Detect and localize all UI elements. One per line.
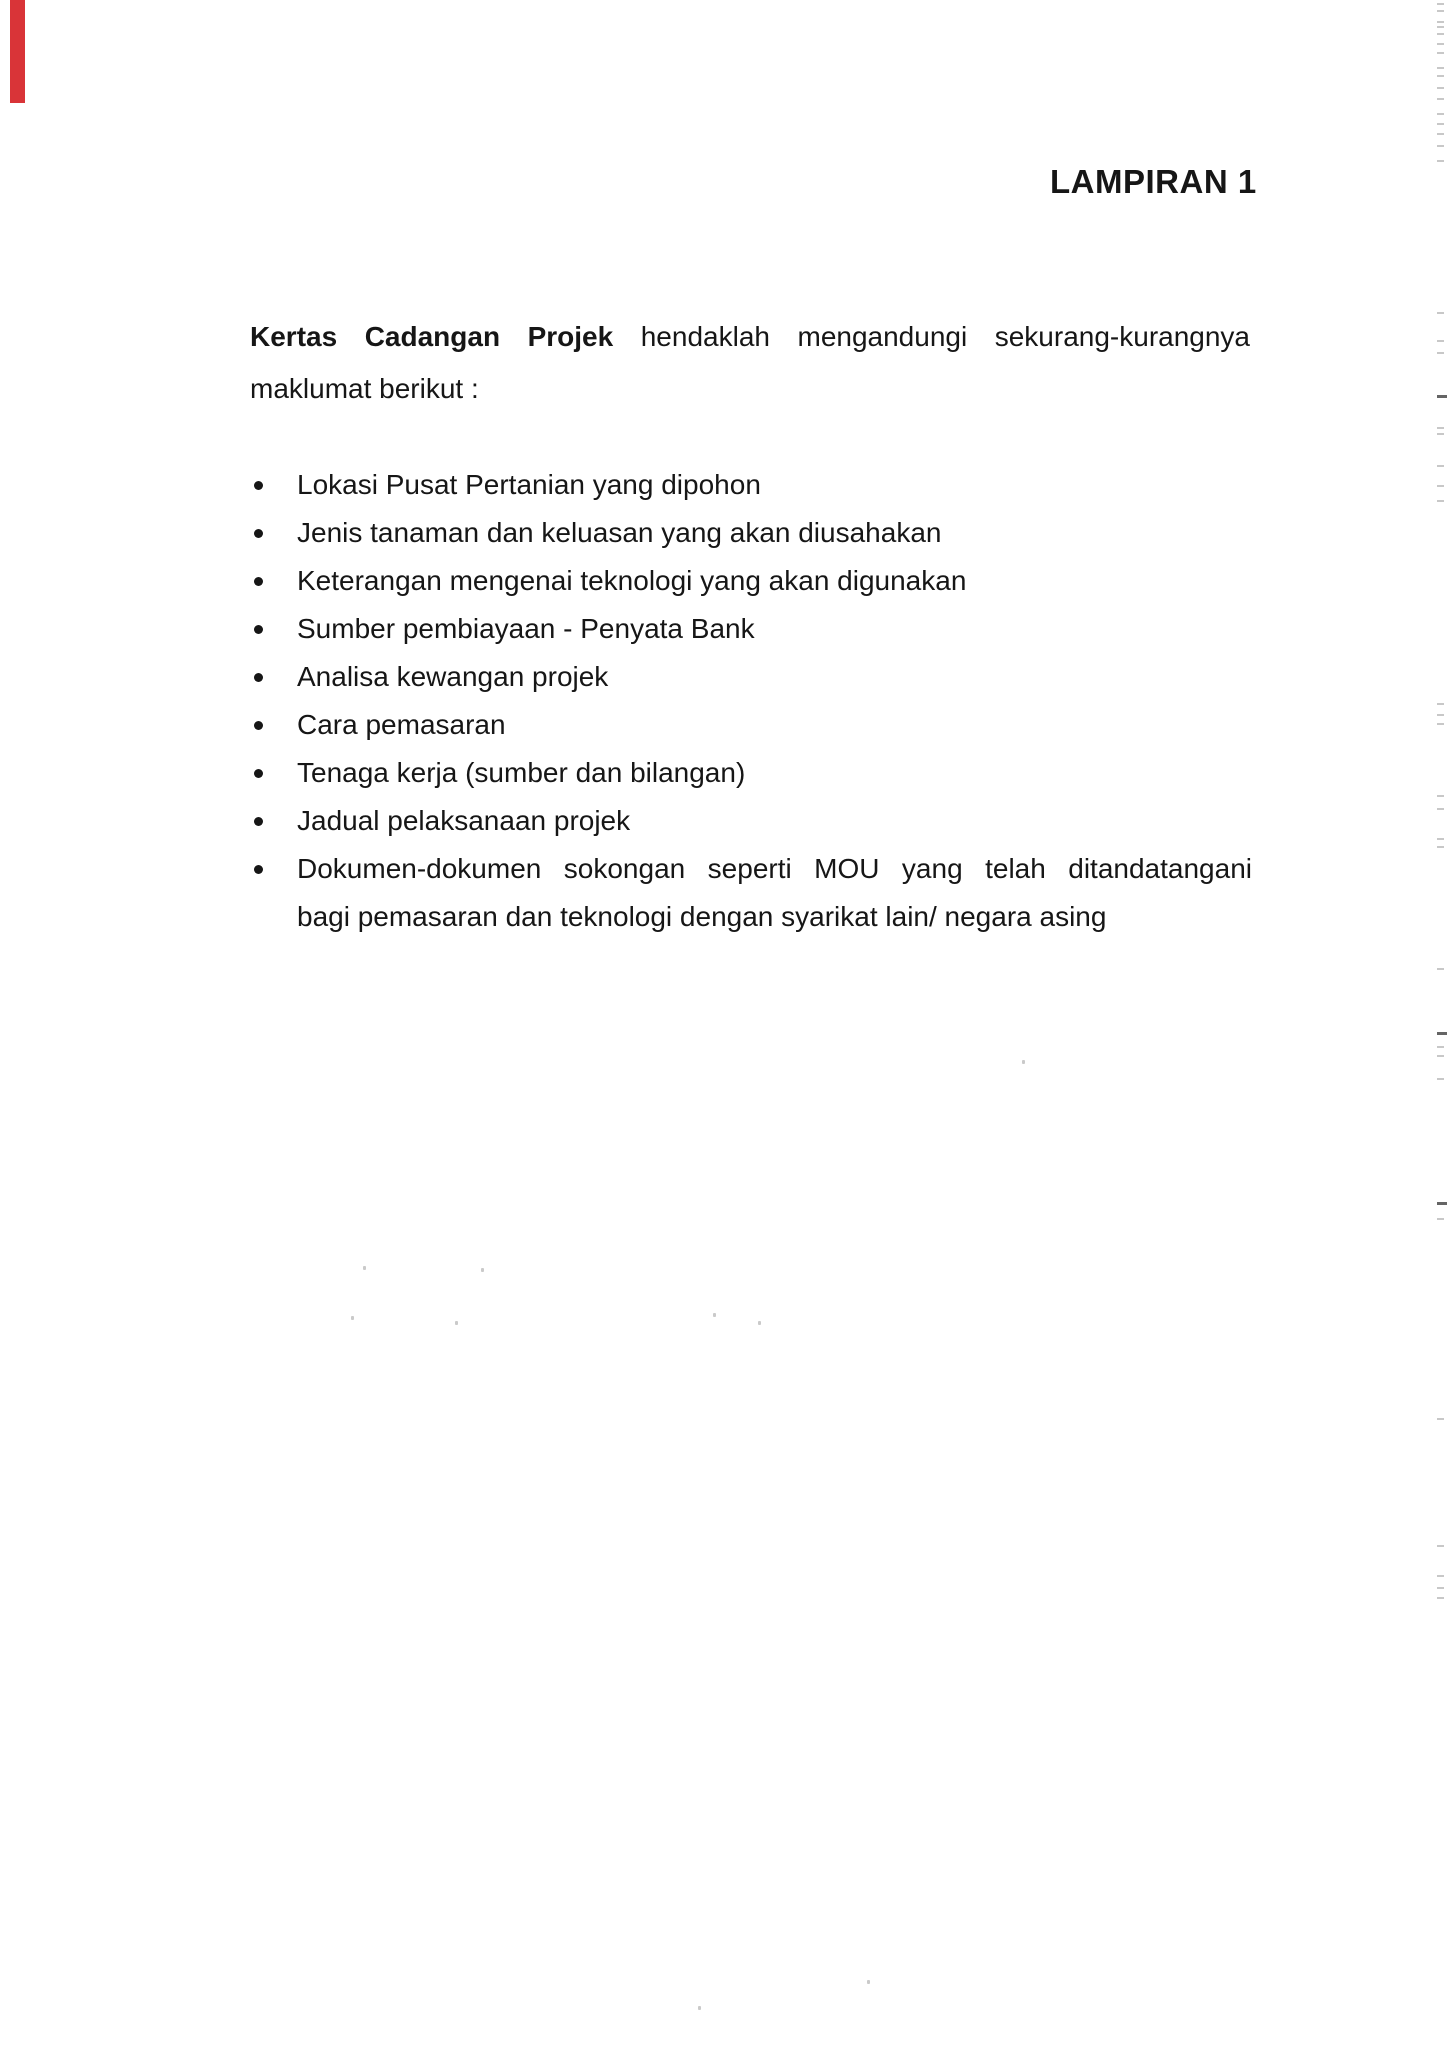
bullet-dot-icon (254, 529, 263, 538)
scan-noise-dash (1437, 133, 1444, 135)
list-item-line: Jenis tanaman dan keluasan yang akan diusahakan (297, 517, 942, 548)
appendix-label: LAMPIRAN 1 (1050, 163, 1257, 200)
scan-noise-dash (1437, 1218, 1444, 1220)
intro-line-1 (250, 311, 1250, 363)
scan-noise-speck (351, 1316, 354, 1320)
bullet-dot-icon (254, 817, 263, 826)
scan-noise-speck (1022, 1060, 1025, 1064)
scan-noise-dash (1437, 500, 1444, 502)
intro-lead-bold: Kertas Cadangan Projek (250, 321, 614, 352)
scan-noise-dash (1437, 26, 1444, 28)
scan-noise-dash (1437, 1587, 1444, 1589)
scan-noise-dash (1437, 10, 1444, 12)
bullet-dot-icon (254, 625, 263, 634)
list-item-line: Keterangan mengenai teknologi yang akan digunakan (297, 565, 967, 596)
list-item-line: bagi pemasaran dan teknologi dengan syarikat lain/ negara asing (297, 901, 1107, 932)
scan-noise-speck (758, 1321, 761, 1325)
bullet-dot-icon (254, 721, 263, 730)
list-item-line: Analisa kewangan projek (297, 661, 609, 692)
bullet-dot-icon (254, 673, 263, 682)
list-item (250, 509, 1252, 557)
bullet-dot-icon (254, 481, 263, 490)
scan-noise-dash (1437, 312, 1444, 314)
scan-noise-dash (1437, 723, 1444, 725)
bullet-dot-icon (254, 577, 263, 586)
list-item-line: Jadual pelaksanaan projek (297, 805, 631, 836)
scan-noise-speck (698, 2006, 701, 2010)
red-edge-scan-mark (10, 0, 25, 103)
list-item (250, 461, 1252, 509)
scan-noise-speck (455, 1321, 458, 1325)
intro-line1-rest: hendaklah mengandungi sekurang-kurangnya (640, 321, 1251, 352)
scan-noise-dash (1437, 123, 1444, 125)
scan-noise-dash (1437, 340, 1444, 342)
scan-noise-dash (1437, 1032, 1447, 1035)
scan-noise-dash (1437, 1202, 1447, 1205)
list-item-line: Lokasi Pusat Pertanian yang dipohon (297, 469, 761, 500)
scan-noise-dash (1437, 113, 1444, 115)
scan-noise-dash (1437, 87, 1444, 89)
intro-paragraph (250, 311, 1250, 415)
scan-noise-dash (1437, 160, 1444, 162)
bullet-dot-icon (254, 769, 263, 778)
list-item-line: Sumber pembiayaan - Penyata Bank (297, 613, 755, 644)
requirements-list (250, 461, 1252, 941)
scan-noise-dash (1437, 52, 1444, 54)
scan-noise-dash (1437, 1055, 1444, 1057)
scan-noise-dash (1437, 98, 1444, 100)
scan-noise-dash (1437, 465, 1444, 467)
scan-noise-speck (363, 1266, 366, 1270)
scan-noise-dash (1437, 427, 1444, 429)
scan-noise-dash (1437, 33, 1444, 35)
scan-noise-dash (1437, 433, 1444, 435)
scan-noise-dash (1437, 1078, 1444, 1080)
scan-noise-dash (1437, 43, 1444, 45)
list-item (250, 797, 1252, 845)
scan-noise-dash (1437, 838, 1444, 840)
scan-noise-dash (1437, 75, 1444, 77)
list-item-line: Tenaga kerja (sumber dan bilangan) (297, 757, 746, 788)
scan-noise-dash (1437, 846, 1444, 848)
scan-noise-dash (1437, 703, 1444, 705)
scan-noise-dash (1437, 1046, 1444, 1048)
list-item (250, 749, 1252, 797)
list-item-line: Dokumen-dokumen sokongan seperti MOU yang telah ditandatangani (297, 853, 1252, 884)
scan-noise-dash (1437, 3, 1444, 5)
scan-noise-dash (1437, 1418, 1444, 1420)
scan-noise-dash (1437, 395, 1447, 398)
scan-noise-speck (713, 1313, 716, 1317)
scan-noise-dash (1437, 808, 1444, 810)
scan-noise-dash (1437, 968, 1444, 970)
intro-line-2: maklumat berikut : (250, 373, 479, 404)
list-item (250, 605, 1252, 653)
scan-noise-dash (1437, 145, 1444, 147)
list-item (250, 653, 1252, 701)
list-item (250, 701, 1252, 749)
list-item (250, 845, 1252, 941)
scan-noise-dash (1437, 795, 1444, 797)
scan-noise-dash (1437, 1545, 1444, 1547)
scan-noise-dash (1437, 67, 1444, 69)
scan-noise-speck (867, 1980, 870, 1984)
list-item (250, 557, 1252, 605)
scan-noise-speck (481, 1268, 484, 1272)
bullet-dot-icon (254, 865, 263, 874)
list-item-line: Cara pemasaran (297, 709, 506, 740)
scan-noise-dash (1437, 1597, 1444, 1599)
scan-noise-dash (1437, 21, 1444, 23)
scan-noise-dash (1437, 1575, 1444, 1577)
scan-noise-dash (1437, 714, 1444, 716)
scan-noise-dash (1437, 352, 1444, 354)
scan-noise-dash (1437, 485, 1444, 487)
